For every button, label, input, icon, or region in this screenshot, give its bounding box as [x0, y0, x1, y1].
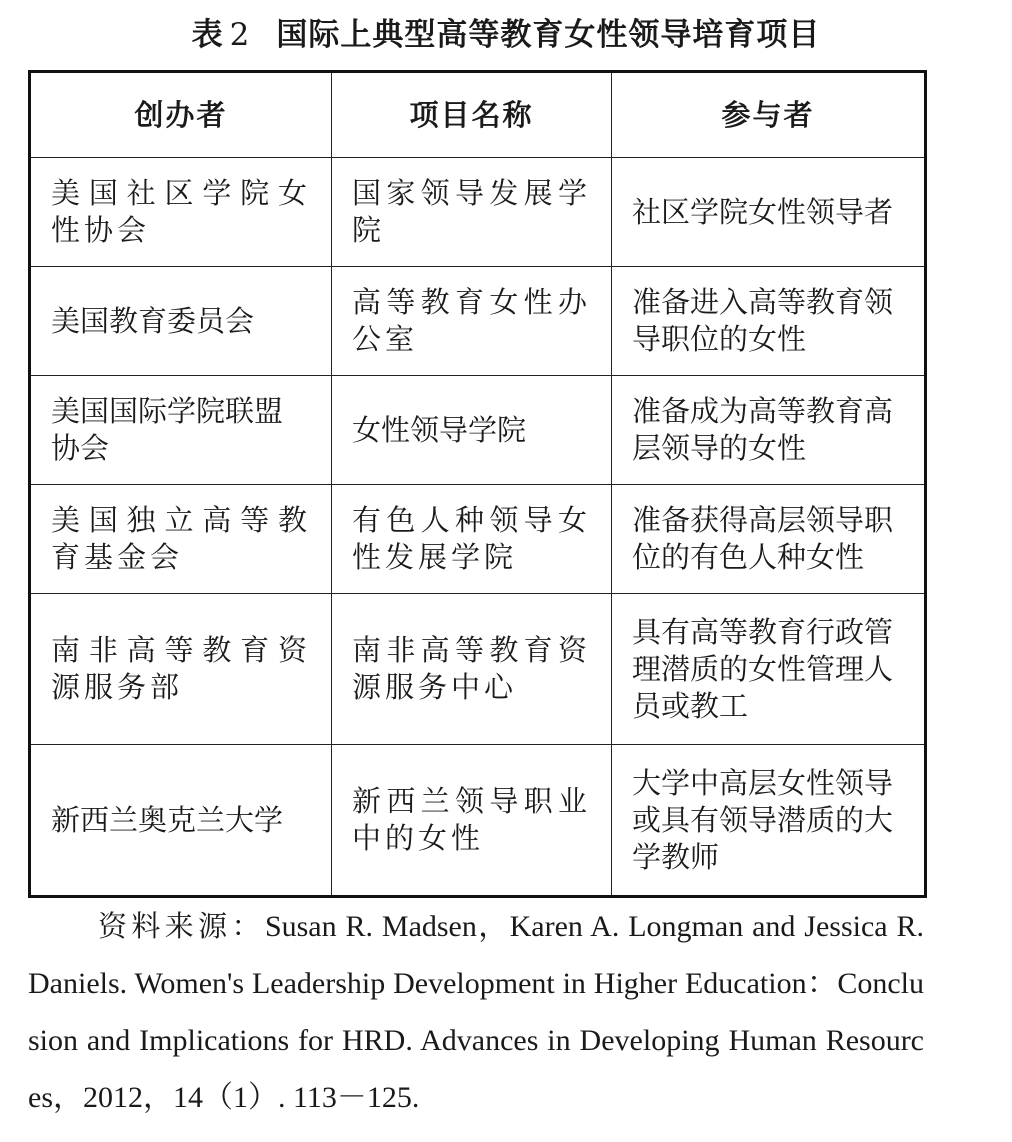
cell-program-name: 女性领导学院: [332, 376, 612, 485]
table-row: [30, 376, 926, 485]
cell-program-name: 高等教育女性办公室: [332, 267, 612, 376]
source-note: [28, 898, 924, 1126]
table-title-text: 国际上典型高等教育女性领导培育项目: [276, 17, 821, 53]
cell-program-name: 有色人种领导女性发展学院: [332, 485, 612, 594]
cell-program-name: 国家领导发展学院: [332, 158, 612, 267]
source-label: 资料来源：: [98, 909, 265, 943]
table-container: [28, 70, 924, 898]
header-participants: 参与者: [612, 72, 926, 158]
table-row: [30, 158, 926, 267]
programs-table: [28, 70, 927, 898]
cell-founder: 美国国际学院联盟协会: [30, 376, 332, 485]
table-title-number: 2: [229, 17, 251, 53]
table-title: [0, 10, 1012, 60]
cell-program-name: 南非高等教育资源服务中心: [332, 594, 612, 745]
cell-participants: 准备获得高层领导职位的有色人种女性: [612, 485, 926, 594]
cell-founder: 美国教育委员会: [30, 267, 332, 376]
header-founder: 创办者: [30, 72, 332, 158]
cell-founder: 美国社区学院女性协会: [30, 158, 332, 267]
source-citation: Susan R. Madsen，Karen A. Longman and Jessica R. Daniels. Women's Leadership Development in Higher Education：Conclusion and Implications for HRD. Advances in Developing Human Resources，2012，14（1）. 113－125.: [28, 910, 924, 1114]
cell-program-name: 新西兰领导职业中的女性: [332, 745, 612, 897]
cell-founder: 美国独立高等教育基金会: [30, 485, 332, 594]
cell-participants: 社区学院女性领导者: [612, 158, 926, 267]
cell-participants: 大学中高层女性领导或具有领导潜质的大学教师: [612, 745, 926, 897]
table-header-row: [30, 72, 926, 158]
cell-participants: 准备成为高等教育高层领导的女性: [612, 376, 926, 485]
table-row: [30, 267, 926, 376]
cell-participants: 具有高等教育行政管理潜质的女性管理人员或教工: [612, 594, 926, 745]
cell-founder: 新西兰奥克兰大学: [30, 745, 332, 897]
cell-founder: 南非高等教育资源服务部: [30, 594, 332, 745]
header-program-name: 项目名称: [332, 72, 612, 158]
table-row: [30, 745, 926, 897]
table-row: [30, 594, 926, 745]
cell-participants: 准备进入高等教育领导职位的女性: [612, 267, 926, 376]
table-title-label: 表: [191, 17, 224, 53]
table-row: [30, 485, 926, 594]
